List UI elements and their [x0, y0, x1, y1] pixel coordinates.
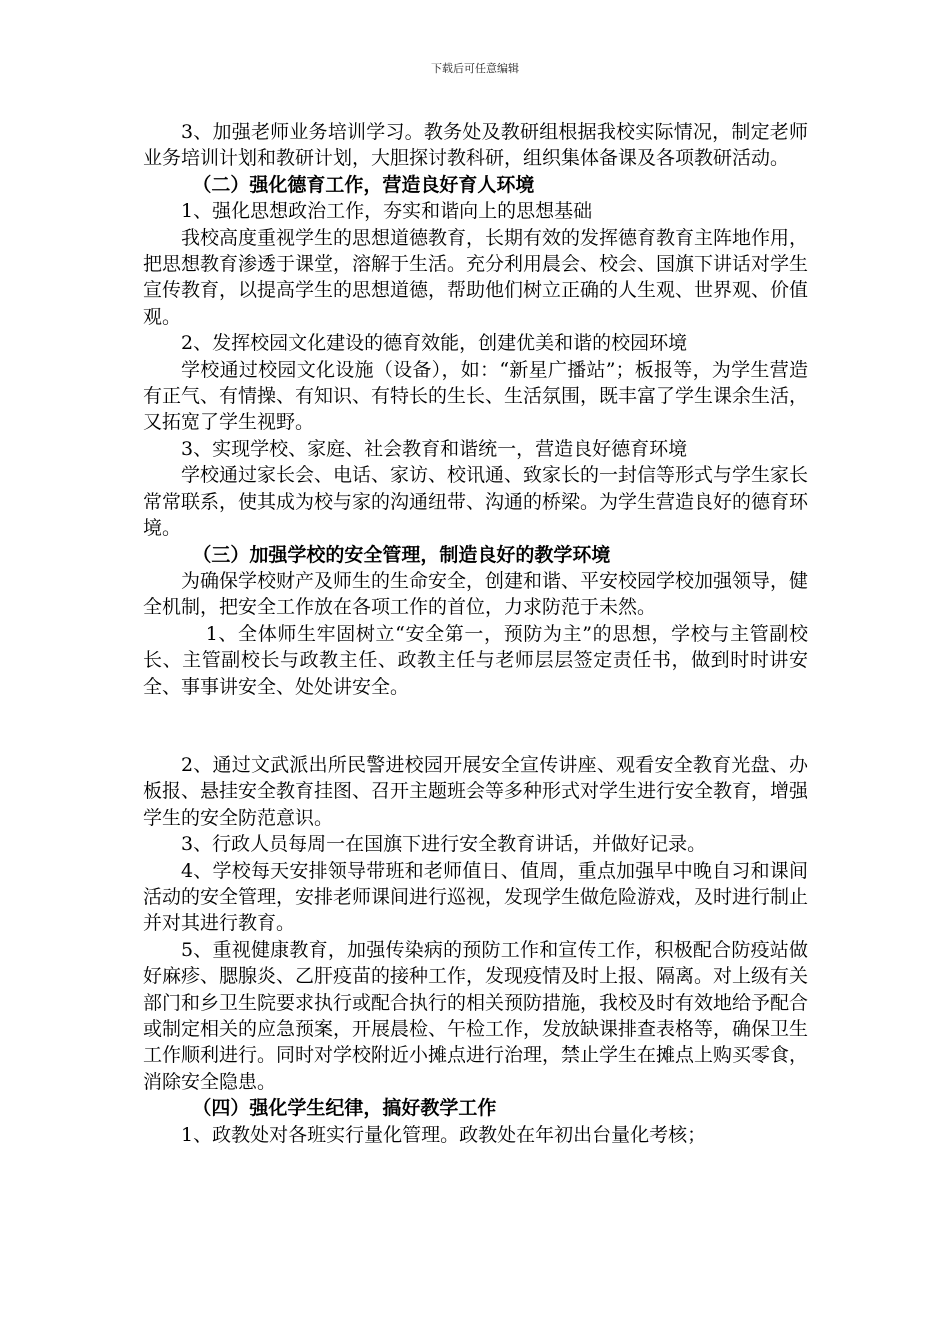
section-heading: （三）加强学校的安全管理，制造良好的教学环境	[192, 543, 611, 566]
paragraph: 学校通过校园文化设施（设备），如：“新星广播站”；板报等，为学生营造有正气、有情操、有知识、有特长的生长、生活氛围，既丰富了学生课余生活，又拓宽了学生视野。	[143, 358, 809, 434]
paragraph: 3、行政人员每周一在国旗下进行安全教育讲话，并做好记录。	[181, 833, 707, 856]
paragraph: 3、加强老师业务培训学习。教务处及教研组根据我校实际情况，制定老师业务培训计划和教研计划，大胆探讨教科研，组织集体备课及各项教研活动。	[143, 121, 808, 170]
paragraph: 1、政教处对各班实行量化管理。政教处在年初出台量化考核；	[181, 1123, 707, 1146]
paragraph: 1、强化思想政治工作，夯实和谐向上的思想基础	[181, 200, 593, 223]
section-heading: （二）强化德育工作，营造良好育人环境	[192, 173, 535, 196]
paragraph: 1、全体师生牢固树立“安全第一，预防为主”的思想，学校与主管副校长、主管副校长与政教主任、政教主任与老师层层签定责任书，做到时时讲安全、事事讲安全、处处讲安全。	[143, 622, 808, 698]
page-header: 下载后可任意编辑	[431, 62, 519, 75]
paragraph: 为确保学校财产及师生的生命安全，创建和谐、平安校园学校加强领导，健全机制，把安全工作放在各项工作的首位，力求防范于未然。	[143, 569, 809, 619]
paragraph: 4、学校每天安排领导带班和老师值日、值周，重点加强早中晚自习和课间活动的安全管理，安排老师课间进行巡视，发现学生做危险游戏，及时进行制止并对其进行教育。	[143, 859, 809, 935]
blank-line	[143, 700, 808, 752]
paragraph: 3、实现学校、家庭、社会教育和谐统一，营造良好德育环境	[181, 437, 688, 460]
section-heading: （四）强化学生纪律，搞好教学工作	[192, 1097, 497, 1120]
document-body	[143, 119, 808, 1148]
paragraph: 2、通过文武派出所民警进校园开展安全宣传讲座、观看安全教育光盘、办板报、悬挂安全教育挂图、召开主题班会等多种形式对学生进行安全教育，增强学生的安全防范意识。	[143, 753, 809, 829]
paragraph: 5、重视健康教育，加强传染病的预防工作和宣传工作，积极配合防疫站做好麻疹、腮腺炎、乙肝疫苗的接种工作，发现疫情及时上报、隔离。对上级有关部门和乡卫生院要求执行或配合执行的相关预防措施，我校及时有效地给予配合或制定相关的应急预案，开展晨检、午检工作，发放缺课排查表格等，确保卫生工作顺利进行。同时对学校附近小摊点进行治理，禁止学生在摊点上购买零食，消除安全隐患。	[143, 938, 809, 1093]
paragraph: 我校高度重视学生的思想道德教育，长期有效的发挥德育教育主阵地作用，把思想教育渗透于课堂，溶解于生活。充分利用晨会、校会、国旗下讲话对学生宣传教育，以提高学生的思想道德，帮助他们树立正确的人生观、世界观、价值观。	[143, 226, 809, 328]
paragraph: 2、发挥校园文化建设的德育效能，创建优美和谐的校园环境	[181, 332, 688, 355]
paragraph: 学校通过家长会、电话、家访、校讯通、致家长的一封信等形式与学生家长常常联系，使其成为校与家的沟通纽带、沟通的桥梁。为学生营造良好的德育环境。	[143, 464, 809, 540]
